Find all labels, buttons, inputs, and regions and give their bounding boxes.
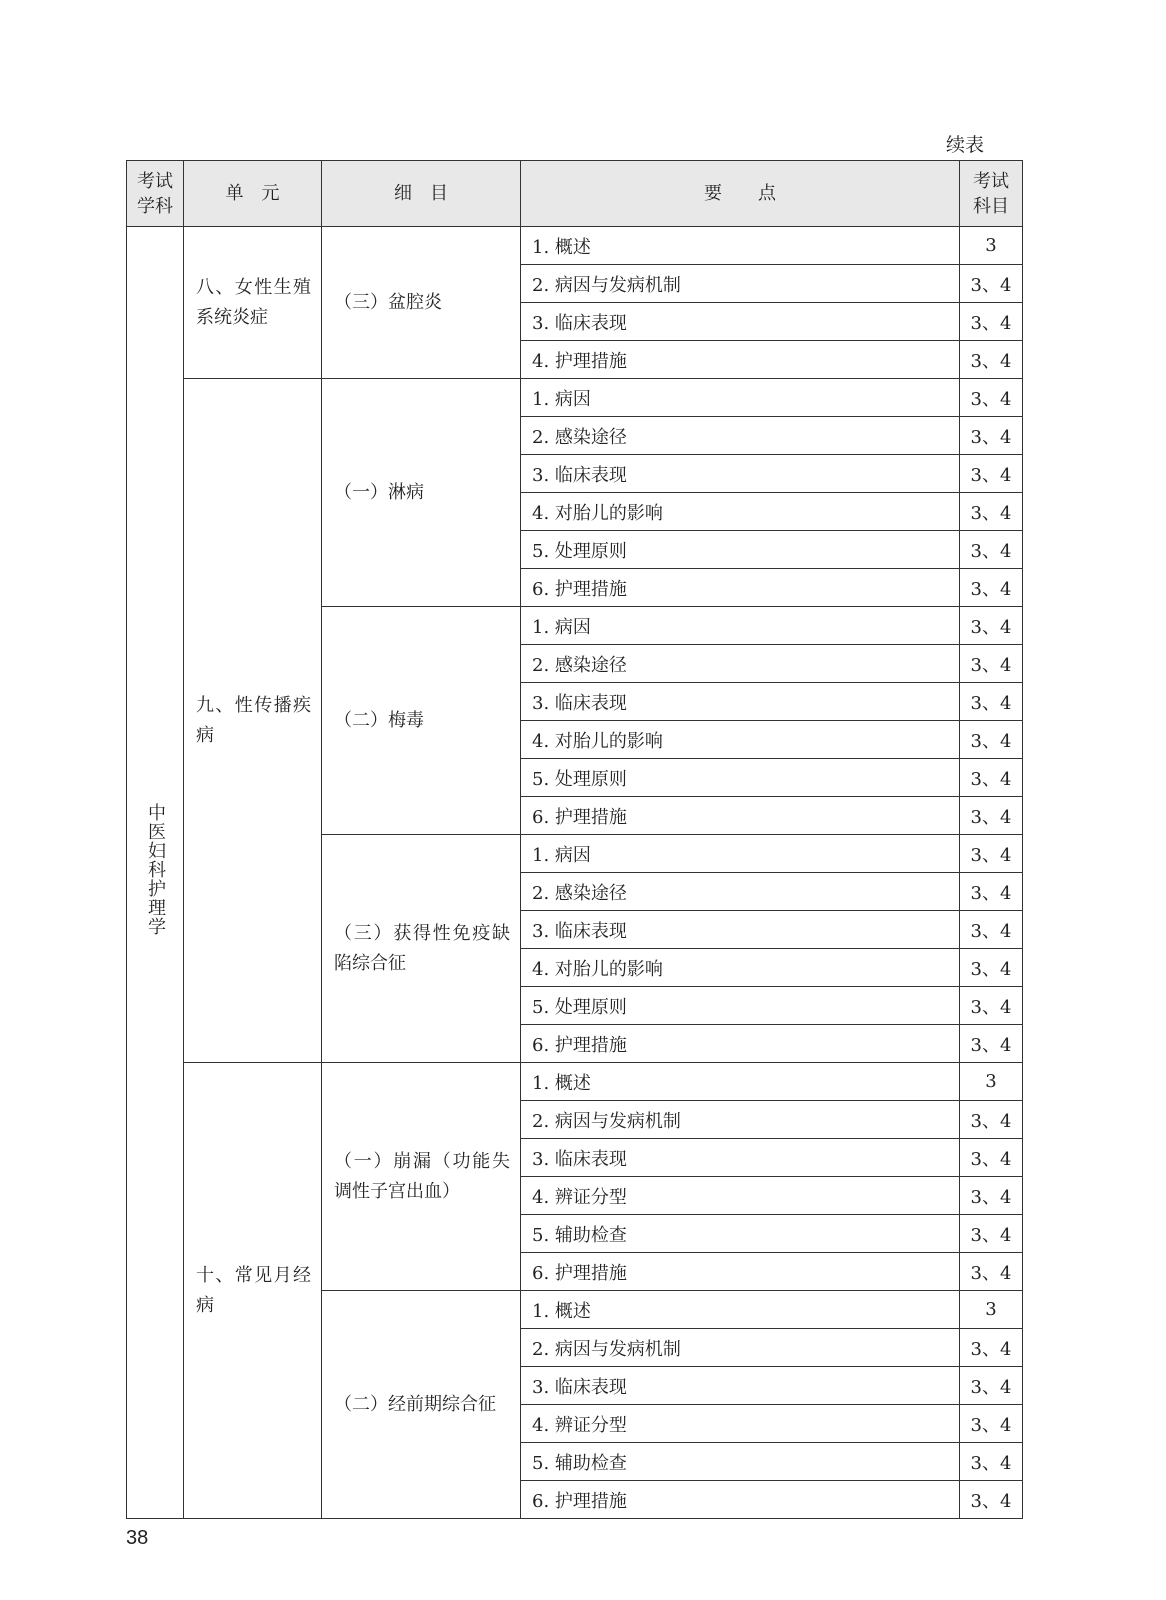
exam-subject-cell: 3、4	[960, 835, 1023, 873]
point-cell: 5. 处理原则	[521, 759, 960, 797]
point-cell: 1. 病因	[521, 379, 960, 417]
point-cell: 4. 辨证分型	[521, 1405, 960, 1443]
point-cell: 2. 病因与发病机制	[521, 1101, 960, 1139]
table-row	[127, 379, 1023, 417]
point-cell: 5. 辅助检查	[521, 1443, 960, 1481]
exam-subject-cell: 3、4	[960, 1139, 1023, 1177]
exam-subject-cell: 3、4	[960, 569, 1023, 607]
exam-subject-cell: 3、4	[960, 379, 1023, 417]
detail-cell: （二）经前期综合征	[322, 1291, 521, 1519]
header-unit: 单 元	[184, 161, 322, 227]
exam-subject-cell: 3、4	[960, 911, 1023, 949]
exam-subject-cell: 3、4	[960, 683, 1023, 721]
detail-cell: （三）盆腔炎	[322, 227, 521, 379]
point-cell: 3. 临床表现	[521, 683, 960, 721]
unit-cell: 十、常见月经病	[184, 1063, 322, 1519]
point-cell: 2. 病因与发病机制	[521, 265, 960, 303]
exam-subject-cell: 3	[960, 1063, 1023, 1101]
point-cell: 1. 概述	[521, 1063, 960, 1101]
point-cell: 2. 感染途径	[521, 873, 960, 911]
table-row	[127, 227, 1023, 265]
continued-label: 续表	[946, 134, 985, 156]
point-cell: 3. 临床表现	[521, 1367, 960, 1405]
exam-subject-cell: 3、4	[960, 1481, 1023, 1519]
exam-subject-cell: 3、4	[960, 797, 1023, 835]
detail-cell: （一）崩漏（功能失调性子宫出血）	[322, 1063, 521, 1291]
subject-cell	[127, 227, 184, 1519]
point-cell: 2. 病因与发病机制	[521, 1329, 960, 1367]
exam-subject-cell: 3、4	[960, 265, 1023, 303]
subject-name: 中医妇科护理学	[145, 802, 166, 936]
exam-subject-cell: 3、4	[960, 1443, 1023, 1481]
exam-subject-cell: 3、4	[960, 873, 1023, 911]
point-cell: 6. 护理措施	[521, 1253, 960, 1291]
exam-subject-cell: 3、4	[960, 531, 1023, 569]
exam-subject-cell: 3、4	[960, 455, 1023, 493]
exam-subject-cell: 3、4	[960, 1177, 1023, 1215]
syllabus-table	[126, 160, 1023, 1519]
point-cell: 4. 辨证分型	[521, 1177, 960, 1215]
detail-cell: （一）淋病	[322, 379, 521, 607]
point-cell: 6. 护理措施	[521, 797, 960, 835]
exam-subject-cell: 3	[960, 1291, 1023, 1329]
exam-subject-cell: 3、4	[960, 417, 1023, 455]
exam-subject-cell: 3、4	[960, 341, 1023, 379]
point-cell: 6. 护理措施	[521, 1481, 960, 1519]
exam-subject-cell: 3	[960, 227, 1023, 265]
exam-subject-cell: 3、4	[960, 949, 1023, 987]
exam-subject-cell: 3、4	[960, 721, 1023, 759]
point-cell: 3. 临床表现	[521, 303, 960, 341]
point-cell: 1. 病因	[521, 607, 960, 645]
page-number: 38	[126, 1527, 149, 1549]
exam-subject-cell: 3、4	[960, 303, 1023, 341]
point-cell: 3. 临床表现	[521, 911, 960, 949]
point-cell: 4. 对胎儿的影响	[521, 721, 960, 759]
exam-subject-cell: 3、4	[960, 1253, 1023, 1291]
table-row	[127, 1063, 1023, 1101]
detail-cell: （二）梅毒	[322, 607, 521, 835]
point-cell: 3. 临床表现	[521, 455, 960, 493]
header-detail: 细 目	[322, 161, 521, 227]
point-cell: 6. 护理措施	[521, 1025, 960, 1063]
point-cell: 1. 概述	[521, 227, 960, 265]
point-cell: 5. 辅助检查	[521, 1215, 960, 1253]
exam-subject-cell: 3、4	[960, 493, 1023, 531]
exam-subject-cell: 3、4	[960, 1405, 1023, 1443]
exam-subject-cell: 3、4	[960, 1025, 1023, 1063]
exam-subject-cell: 3、4	[960, 987, 1023, 1025]
point-cell: 4. 护理措施	[521, 341, 960, 379]
exam-subject-cell: 3、4	[960, 1367, 1023, 1405]
header-row	[127, 161, 1023, 227]
exam-subject-cell: 3、4	[960, 607, 1023, 645]
detail-cell: （三）获得性免疫缺陷综合征	[322, 835, 521, 1063]
header-exam-subject: 考试 科目	[960, 161, 1023, 227]
unit-cell: 八、女性生殖系统炎症	[184, 227, 322, 379]
exam-subject-cell: 3、4	[960, 759, 1023, 797]
point-cell: 5. 处理原则	[521, 531, 960, 569]
point-cell: 6. 护理措施	[521, 569, 960, 607]
table-body	[127, 227, 1023, 1519]
exam-subject-cell: 3、4	[960, 1329, 1023, 1367]
exam-subject-cell: 3、4	[960, 1101, 1023, 1139]
header-subject: 考试 学科	[127, 161, 184, 227]
point-cell: 2. 感染途径	[521, 645, 960, 683]
exam-subject-cell: 3、4	[960, 1215, 1023, 1253]
point-cell: 5. 处理原则	[521, 987, 960, 1025]
header-points: 要 点	[521, 161, 960, 227]
point-cell: 4. 对胎儿的影响	[521, 493, 960, 531]
exam-subject-cell: 3、4	[960, 645, 1023, 683]
point-cell: 2. 感染途径	[521, 417, 960, 455]
unit-cell: 九、性传播疾病	[184, 379, 322, 1063]
point-cell: 4. 对胎儿的影响	[521, 949, 960, 987]
point-cell: 1. 病因	[521, 835, 960, 873]
point-cell: 3. 临床表现	[521, 1139, 960, 1177]
point-cell: 1. 概述	[521, 1291, 960, 1329]
